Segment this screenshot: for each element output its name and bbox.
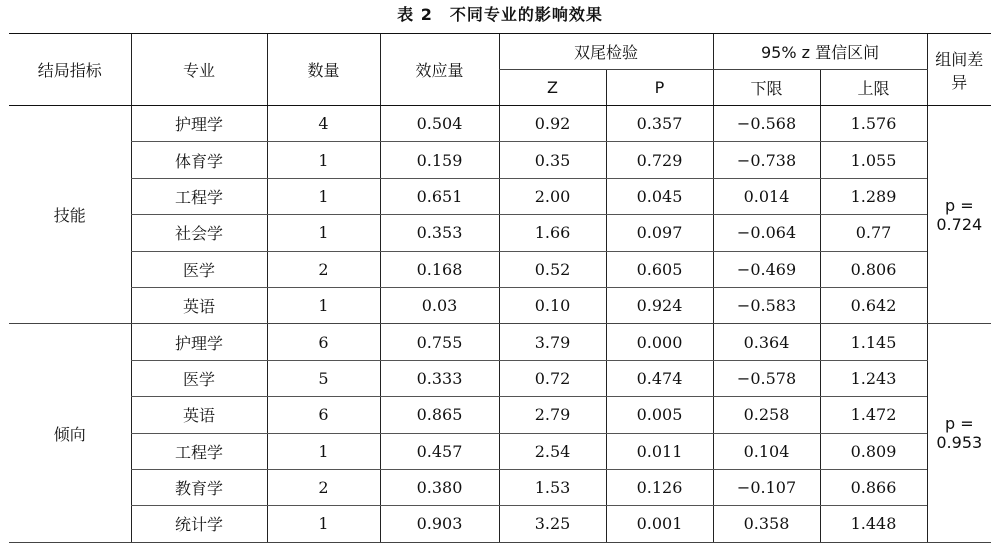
- effects-table: [9, 33, 991, 543]
- group-between-diff: p = 0.953: [927, 324, 991, 542]
- cell-upper: 1.448: [820, 506, 927, 542]
- header-upper: 上限: [820, 70, 927, 106]
- cell-z: 0.52: [499, 251, 606, 287]
- cell-count: 4: [267, 106, 380, 142]
- cell-effect: 0.865: [380, 397, 499, 433]
- cell-upper: 0.806: [820, 251, 927, 287]
- cell-p: 0.357: [606, 106, 713, 142]
- cell-upper: 1.289: [820, 178, 927, 214]
- cell-major: 英语: [131, 287, 267, 323]
- cell-count: 1: [267, 433, 380, 469]
- table-row: [9, 178, 991, 214]
- cell-p: 0.605: [606, 251, 713, 287]
- cell-count: 1: [267, 142, 380, 178]
- table-row: [9, 106, 991, 142]
- group-between-diff: p = 0.724: [927, 106, 991, 324]
- header-count: 数量: [267, 34, 380, 106]
- cell-p: 0.005: [606, 397, 713, 433]
- cell-lower: −0.738: [713, 142, 820, 178]
- table-row: [9, 433, 991, 469]
- table-row: [9, 142, 991, 178]
- cell-p: 0.045: [606, 178, 713, 214]
- cell-effect: 0.353: [380, 215, 499, 251]
- cell-major: 教育学: [131, 469, 267, 505]
- header-effect: 效应量: [380, 34, 499, 106]
- cell-upper: 1.472: [820, 397, 927, 433]
- cell-lower: 0.364: [713, 324, 820, 360]
- cell-upper: 1.576: [820, 106, 927, 142]
- cell-z: 0.92: [499, 106, 606, 142]
- cell-major: 体育学: [131, 142, 267, 178]
- cell-effect: 0.168: [380, 251, 499, 287]
- cell-z: 2.79: [499, 397, 606, 433]
- cell-effect: 0.380: [380, 469, 499, 505]
- cell-major: 工程学: [131, 178, 267, 214]
- cell-major: 护理学: [131, 106, 267, 142]
- cell-p: 0.924: [606, 287, 713, 323]
- table-row: [9, 506, 991, 542]
- header-outcome: 结局指标: [9, 34, 131, 106]
- cell-z: 2.00: [499, 178, 606, 214]
- cell-p: 0.729: [606, 142, 713, 178]
- cell-count: 6: [267, 397, 380, 433]
- cell-major: 医学: [131, 251, 267, 287]
- cell-major: 社会学: [131, 215, 267, 251]
- group-label: 倾向: [9, 324, 131, 542]
- cell-count: 1: [267, 287, 380, 323]
- cell-lower: −0.469: [713, 251, 820, 287]
- cell-lower: −0.107: [713, 469, 820, 505]
- header-p: P: [606, 70, 713, 106]
- cell-z: 2.54: [499, 433, 606, 469]
- cell-major: 工程学: [131, 433, 267, 469]
- cell-z: 0.72: [499, 360, 606, 396]
- cell-major: 统计学: [131, 506, 267, 542]
- table-row: [9, 287, 991, 323]
- cell-lower: −0.583: [713, 287, 820, 323]
- cell-z: 0.10: [499, 287, 606, 323]
- cell-lower: 0.258: [713, 397, 820, 433]
- cell-effect: 0.651: [380, 178, 499, 214]
- cell-major: 医学: [131, 360, 267, 396]
- cell-effect: 0.159: [380, 142, 499, 178]
- table-row: [9, 397, 991, 433]
- cell-lower: 0.358: [713, 506, 820, 542]
- header-two-tailed: 双尾检验: [499, 34, 713, 70]
- cell-p: 0.097: [606, 215, 713, 251]
- cell-count: 1: [267, 506, 380, 542]
- cell-upper: 1.055: [820, 142, 927, 178]
- cell-upper: 0.809: [820, 433, 927, 469]
- cell-count: 1: [267, 178, 380, 214]
- cell-upper: 0.77: [820, 215, 927, 251]
- cell-p: 0.001: [606, 506, 713, 542]
- cell-z: 1.66: [499, 215, 606, 251]
- table-body: [9, 106, 991, 543]
- header-between: 组间差异: [927, 34, 991, 106]
- cell-count: 5: [267, 360, 380, 396]
- cell-count: 1: [267, 215, 380, 251]
- table-row: [9, 469, 991, 505]
- cell-lower: 0.104: [713, 433, 820, 469]
- table-row: [9, 360, 991, 396]
- cell-count: 2: [267, 251, 380, 287]
- cell-effect: 0.755: [380, 324, 499, 360]
- table-row: [9, 251, 991, 287]
- cell-z: 1.53: [499, 469, 606, 505]
- cell-major: 护理学: [131, 324, 267, 360]
- table-caption: 表 2 不同专业的影响效果: [397, 5, 603, 24]
- header-z: Z: [499, 70, 606, 106]
- cell-z: 0.35: [499, 142, 606, 178]
- header-ci: 95% z 置信区间: [713, 34, 927, 70]
- cell-p: 0.011: [606, 433, 713, 469]
- cell-effect: 0.03: [380, 287, 499, 323]
- cell-p: 0.474: [606, 360, 713, 396]
- cell-z: 3.25: [499, 506, 606, 542]
- cell-major: 英语: [131, 397, 267, 433]
- table-row: [9, 324, 991, 360]
- cell-lower: −0.578: [713, 360, 820, 396]
- header-lower: 下限: [713, 70, 820, 106]
- cell-effect: 0.457: [380, 433, 499, 469]
- cell-upper: 0.642: [820, 287, 927, 323]
- cell-lower: −0.064: [713, 215, 820, 251]
- cell-z: 3.79: [499, 324, 606, 360]
- header-major: 专业: [131, 34, 267, 106]
- cell-lower: −0.568: [713, 106, 820, 142]
- cell-effect: 0.504: [380, 106, 499, 142]
- cell-upper: 0.866: [820, 469, 927, 505]
- cell-p: 0.126: [606, 469, 713, 505]
- cell-upper: 1.243: [820, 360, 927, 396]
- cell-upper: 1.145: [820, 324, 927, 360]
- cell-count: 6: [267, 324, 380, 360]
- cell-count: 2: [267, 469, 380, 505]
- cell-effect: 0.333: [380, 360, 499, 396]
- group-label: 技能: [9, 106, 131, 324]
- cell-p: 0.000: [606, 324, 713, 360]
- table-row: [9, 215, 991, 251]
- cell-effect: 0.903: [380, 506, 499, 542]
- cell-lower: 0.014: [713, 178, 820, 214]
